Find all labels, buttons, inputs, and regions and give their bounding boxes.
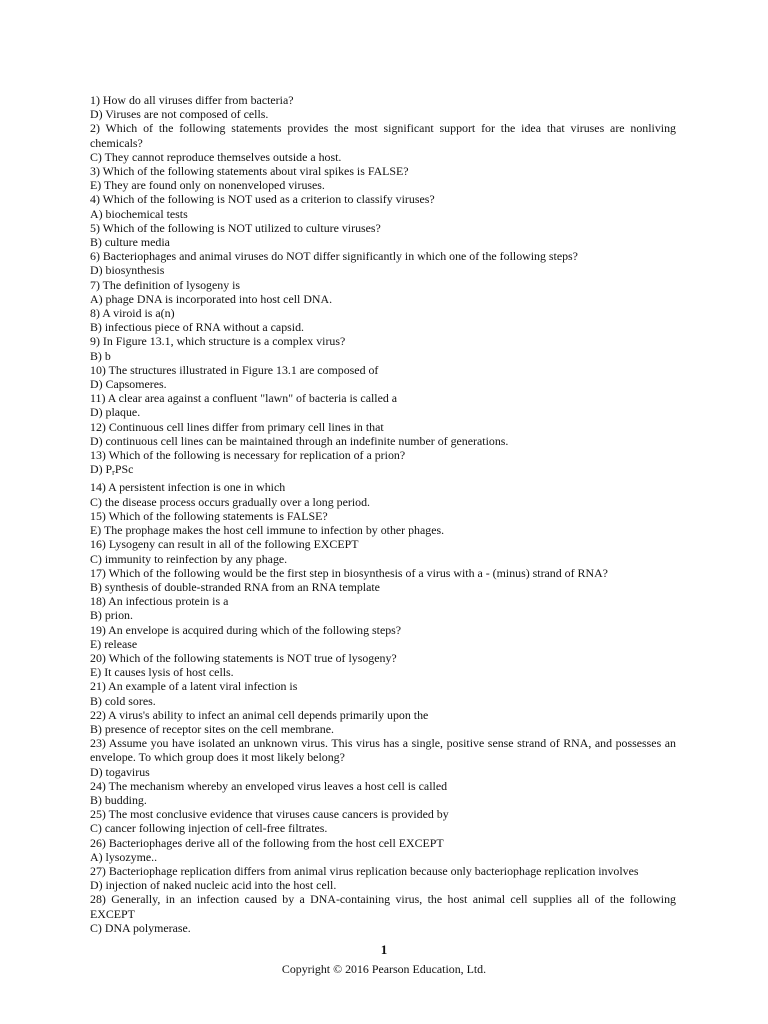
- qa-item-2: [90, 121, 676, 164]
- question-26: 26) Bacteriophages derive all of the following from the host cell EXCEPT: [90, 835, 444, 850]
- answer-10: D) Capsomeres.: [90, 377, 167, 392]
- answer-15: E) The prophage makes the host cell immune to infection by other phages.: [90, 523, 445, 538]
- answer-8: B) infectious piece of RNA without a capsid.: [90, 320, 304, 335]
- qa-item-6: [90, 249, 676, 277]
- question-9: 9) In Figure 13.1, which structure is a complex virus?: [90, 334, 346, 349]
- answer-7: A) phage DNA is incorporated into host cell DNA.: [90, 291, 333, 306]
- question-17: 17) Which of the following would be the first step in biosynthesis of a virus with a - (minus) strand of RNA?: [90, 565, 608, 580]
- qa-item-14: [90, 480, 676, 508]
- qa-item-7: [90, 278, 676, 306]
- question-27: 27) Bacteriophage replication differs from animal virus replication because only bacteriophage replication involves: [90, 863, 639, 878]
- question-3: 3) Which of the following statements about viral spikes is FALSE?: [90, 164, 409, 179]
- answer-12: D) continuous cell lines can be maintained through an indefinite number of generations.: [90, 433, 509, 448]
- page-number: 1: [380, 942, 388, 957]
- qa-item-4: [90, 192, 676, 220]
- answer-5: B) culture media: [90, 235, 170, 250]
- question-7: 7) The definition of lysogeny is: [90, 277, 241, 292]
- answer-4: A) biochemical tests: [90, 206, 188, 221]
- question-13: 13) Which of the following is necessary for replication of a prion?: [90, 448, 406, 463]
- answer-3: E) They are found only on nonenveloped viruses.: [90, 178, 325, 193]
- prion-r-subscript: r: [112, 468, 115, 478]
- qa-item-24: [90, 779, 676, 807]
- answer-13: [90, 462, 676, 480]
- qa-item-12: [90, 420, 676, 448]
- qa-item-13: [90, 448, 676, 480]
- qa-item-28: [90, 892, 676, 935]
- qa-item-1: [90, 93, 676, 121]
- answer-28: C) DNA polymerase.: [90, 920, 191, 935]
- qa-item-19: [90, 623, 676, 651]
- qa-item-3: [90, 164, 676, 192]
- question-answer-list: [90, 93, 676, 935]
- qa-item-5: [90, 221, 676, 249]
- qa-item-8: [90, 306, 676, 334]
- answer-25: C) cancer following injection of cell-free filtrates.: [90, 821, 328, 836]
- page-footer: [0, 942, 768, 976]
- qa-item-15: [90, 509, 676, 537]
- answer-21: B) cold sores.: [90, 693, 156, 708]
- answer-16: C) immunity to reinfection by any phage.: [90, 551, 288, 566]
- prion-p: P: [105, 462, 113, 477]
- qa-item-17: [90, 566, 676, 594]
- question-12: 12) Continuous cell lines differ from primary cell lines in that: [90, 419, 384, 434]
- answer-23: D) togavirus: [90, 764, 150, 779]
- question-18: 18) An infectious protein is a: [90, 594, 229, 609]
- qa-item-16: [90, 537, 676, 565]
- answer-22: B) presence of receptor sites on the cell membrane.: [90, 721, 334, 736]
- qa-item-21: [90, 679, 676, 707]
- prion-notation: [106, 462, 134, 480]
- question-1: 1) How do all viruses differ from bacteria?: [90, 93, 294, 107]
- qa-item-27: [90, 864, 676, 892]
- answer-2: C) They cannot reproduce themselves outside a host.: [90, 149, 342, 164]
- prion-p2: P: [114, 462, 122, 477]
- answer-20: E) It causes lysis of host cells.: [90, 665, 234, 680]
- qa-item-18: [90, 594, 676, 622]
- answer-17: B) synthesis of double-stranded RNA from an RNA template: [90, 579, 380, 594]
- copyright-notice: Copyright © 2016 Pearson Education, Ltd.: [281, 962, 487, 976]
- answer-18: B) prion.: [90, 608, 133, 623]
- question-4: 4) Which of the following is NOT used as a criterion to classify viruses?: [90, 192, 435, 207]
- question-2: 2) Which of the following statements provides the most significant support for the idea that viruses are nonliving chemicals?: [90, 121, 676, 150]
- answer-13-prefix: D): [90, 462, 106, 477]
- answer-9: B) b: [90, 348, 111, 363]
- answer-11: D) plaque.: [90, 405, 141, 420]
- question-21: 21) An example of a latent viral infection is: [90, 679, 298, 694]
- question-5: 5) Which of the following is NOT utilized to culture viruses?: [90, 220, 381, 235]
- question-16: 16) Lysogeny can result in all of the following EXCEPT: [90, 537, 359, 552]
- question-19: 19) An envelope is acquired during which of the following steps?: [90, 622, 402, 637]
- question-20: 20) Which of the following statements is NOT true of lysogeny?: [90, 650, 397, 665]
- qa-item-23: [90, 736, 676, 779]
- qa-item-25: [90, 807, 676, 835]
- question-25: 25) The most conclusive evidence that viruses cause cancers is provided by: [90, 807, 449, 822]
- question-28: 28) Generally, in an infection caused by a DNA-containing virus, the host animal cell supplies all of the following EXCEPT: [90, 892, 676, 921]
- answer-14: C) the disease process occurs gradually over a long period.: [90, 494, 370, 509]
- question-22: 22) A virus's ability to infect an animal cell depends primarily upon the: [90, 707, 429, 722]
- answer-24: B) budding.: [90, 792, 147, 807]
- qa-item-26: [90, 836, 676, 864]
- qa-item-10: [90, 363, 676, 391]
- question-23: 23) Assume you have isolated an unknown virus. This virus has a single, positive sense strand of RNA, and possesses an envelope. To which group does it most likely belong?: [90, 736, 676, 765]
- qa-item-11: [90, 391, 676, 419]
- question-14: 14) A persistent infection is one in which: [90, 480, 286, 495]
- answer-27: D) injection of naked nucleic acid into the host cell.: [90, 878, 337, 893]
- question-24: 24) The mechanism whereby an enveloped virus leaves a host cell is called: [90, 778, 448, 793]
- question-6: 6) Bacteriophages and animal viruses do NOT differ significantly in which one of the following steps?: [90, 249, 578, 264]
- qa-item-20: [90, 651, 676, 679]
- question-15: 15) Which of the following statements is FALSE?: [90, 508, 328, 523]
- answer-26: A) lysozyme..: [90, 849, 158, 864]
- question-10: 10) The structures illustrated in Figure 13.1 are composed of: [90, 362, 379, 377]
- qa-item-9: [90, 334, 676, 362]
- qa-item-22: [90, 708, 676, 736]
- question-8: 8) A viroid is a(n): [90, 306, 175, 321]
- answer-6: D) biosynthesis: [90, 263, 165, 278]
- prion-sc: Sc: [121, 462, 134, 477]
- question-11: 11) A clear area against a confluent "lawn" of bacteria is called a: [90, 391, 398, 406]
- answer-1: D) Viruses are not composed of cells.: [90, 107, 269, 122]
- answer-19: E) release: [90, 636, 138, 651]
